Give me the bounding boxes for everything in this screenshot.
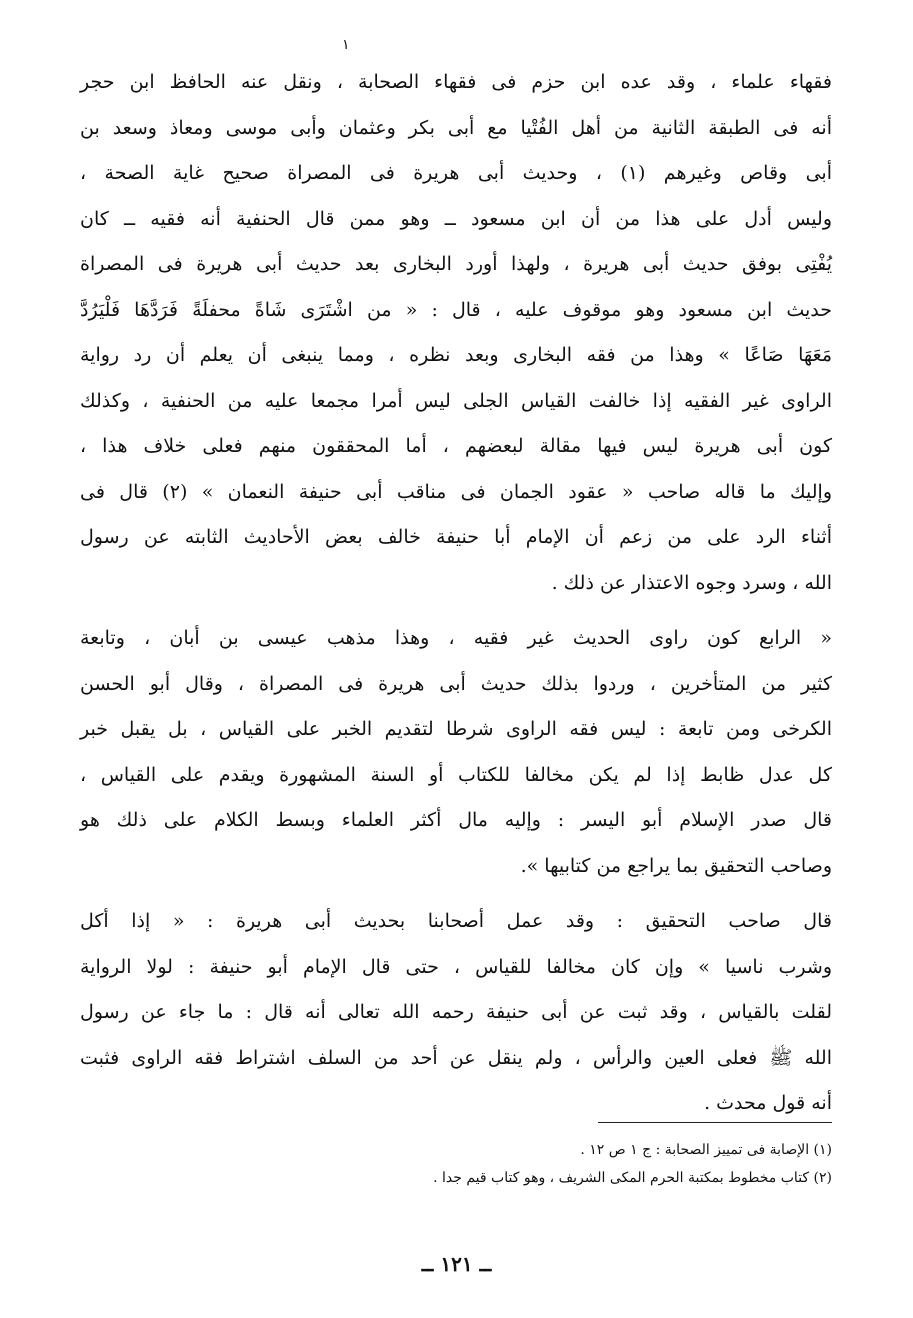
footnotes xyxy=(200,1136,832,1192)
paragraph-3 xyxy=(80,899,832,1127)
footnote-2: (٢) كتاب مخطوط بمكتبة الحرم المكى الشريف ، وهو كتاب قيم جدا . xyxy=(433,1170,832,1186)
text-line: حديث ابن مسعود وهو موقوف عليه ، قال : « من اشْتَرَى شَاةً محفلَةً فَرَدَّهَا فَلْيَرُدَّ xyxy=(80,298,832,321)
text-line: أبى وقاص وغيرهم (١) ، وحديث أبى هريرة فى المصراة صحيح غاية الصحة ، xyxy=(80,162,832,184)
text-line: كثير من المتأخرين ، وردوا بذلك حديث أبى هريرة فى المصراة ، وقال أبو الحسن xyxy=(80,672,832,695)
text-line: وإليك ما قاله صاحب « عقود الجمان فى مناقب أبى حنيفة النعمان » (٢) قال فى xyxy=(80,480,832,503)
text-line: كون أبى هريرة ليس فيها مقالة لبعضهم ، أما المحققون منهم فعلى خلاف هذا ، xyxy=(80,435,832,457)
footnote-separator xyxy=(598,1122,832,1123)
text-line: قال صدر الإسلام أبو اليسر : وإليه مال أكثر العلماء وبسط الكلام على ذلك هو xyxy=(80,809,832,831)
text-line: قال صاحب التحقيق : وقد عمل أصحابنا بحديث أبى هريرة : « إذا أكل xyxy=(80,910,832,932)
text-line: الراوى غير الفقيه إذا خالفت القياس الجلى ليس أمرا مجمعا عليه من الحنفية ، وكذلك xyxy=(80,389,832,412)
paragraph-1 xyxy=(80,60,832,606)
text-line: وصاحب التحقيق بما يراجع من كتابيها ». xyxy=(520,854,832,877)
text-line: كل عدل ظابط إذا لم يكن مخالفا للكتاب أو السنة المشهورة ويقدم على القياس ، xyxy=(80,763,832,786)
text-line: لقلت بالقياس ، وقد ثبت عن أبى حنيفة رحمه الله تعالى أنه قال : ما جاء عن رسول xyxy=(80,1001,832,1023)
page-number: ــ ١٢١ ــ xyxy=(421,1252,492,1276)
paragraph-2 xyxy=(80,616,832,889)
text-line: أنه فى الطبقة الثانية من أهل الفُتْيا مع أبى بكر وعثمان وأبى موسى ومعاذ وسعد بن xyxy=(80,116,832,139)
main-text xyxy=(80,60,832,1127)
text-line: وشرب ناسيا » وإن كان مخالفا للقياس ، حتى قال الإمام أبو حنيفة : لولا الرواية xyxy=(80,955,832,978)
text-line: أثناء الرد على من زعم أن الإمام أبا حنيفة خالف بعض الأحاديث الثابته عن رسول xyxy=(80,526,832,548)
text-line: وليس أدل على هذا من أن ابن مسعود ــ وهو ممن قال الحنفية أنه فقيه ــ كان xyxy=(80,207,832,230)
top-mark: ١ xyxy=(342,37,350,53)
text-line: يُفْتِى بوفق حديث أبى هريرة ، ولهذا أورد البخارى بعد حديث أبى هريرة فى المصراة xyxy=(80,253,832,275)
text-line: الله ، وسرد وجوه الاعتذار عن ذلك . xyxy=(551,571,832,594)
text-line: فقهاء علماء ، وقد عده ابن حزم فى فقهاء الصحابة ، ونقل عنه الحافظ ابن حجر xyxy=(80,71,832,93)
footnote-1: (١) الإصابة فى تمييز الصحابة : ج ١ ص ١٢ . xyxy=(580,1142,832,1158)
text-line: « الرابع كون راوى الحديث غير فقيه ، وهذا مذهب عيسى بن أبان ، وتابعة xyxy=(80,627,832,649)
text-line: الكرخى ومن تابعة : ليس فقه الراوى شرطا لتقديم الخبر على القياس ، بل يقبل خبر xyxy=(80,718,832,740)
text-line: أنه قول محدث . xyxy=(704,1092,832,1114)
text-line: الله ﷺ فعلى العين والرأس ، ولم ينقل عن أحد من السلف اشتراط فقه الراوى فثبت xyxy=(80,1046,832,1069)
text-line: مَعَهَا صَاعًا » وهذا من فقه البخارى وبعد نظره ، ومما ينبغى أن يعلم أن رد رواية xyxy=(80,344,832,366)
